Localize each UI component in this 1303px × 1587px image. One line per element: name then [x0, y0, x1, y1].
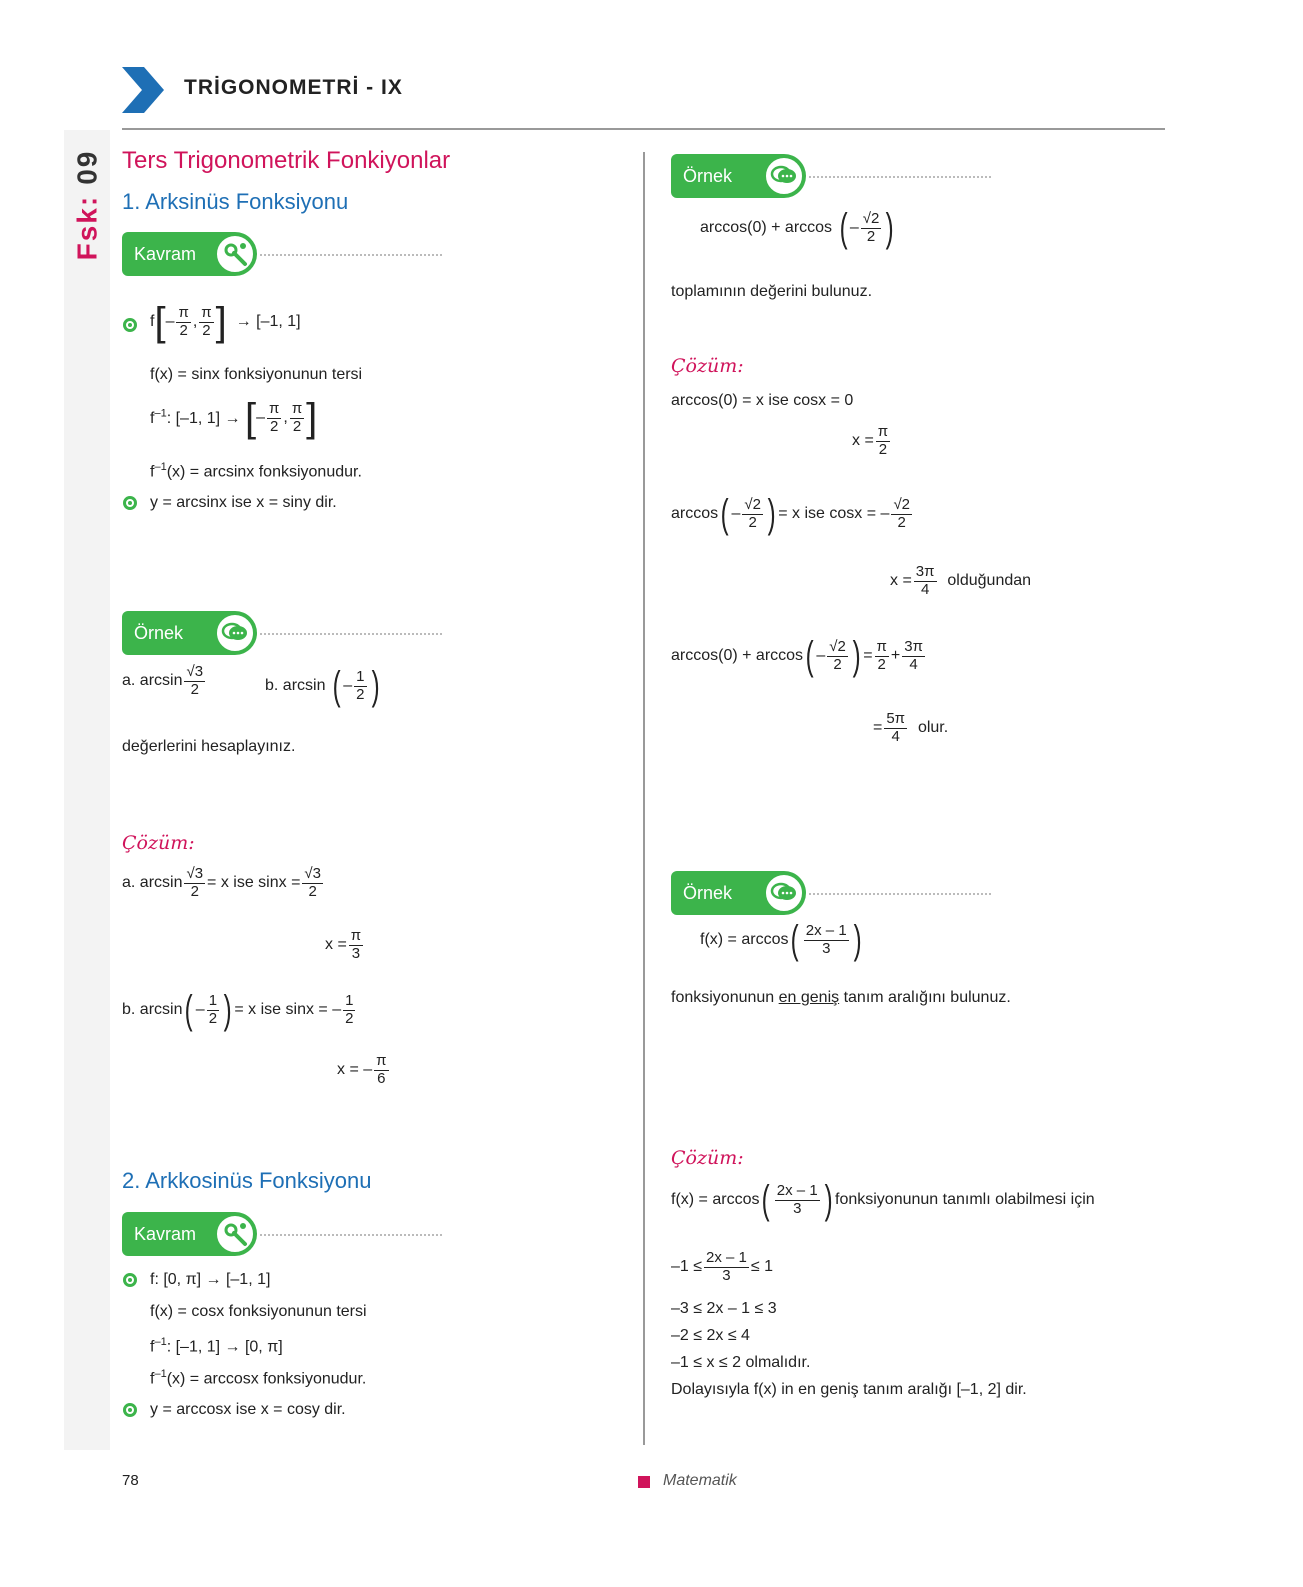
solution3-line-6: Dolayısıyla f(x) in en geniş tanım aralığı [–1, 2] dir. [671, 1381, 1027, 1398]
solution3-line-4: –2 ≤ 2x ≤ 4 [671, 1327, 750, 1344]
kavram-label: Kavram [134, 1223, 197, 1244]
ornek-badge [671, 154, 806, 198]
target-bullet-icon [123, 318, 137, 332]
ornek-label: Örnek [134, 622, 184, 643]
subject-label: Matematik [663, 1472, 737, 1489]
dotted-line [260, 1234, 442, 1236]
solution2-line-6: = $\frac{5\pi}{4}$ olur. [873, 710, 949, 745]
solution3-line-5: –1 ≤ x ≤ 2 olmalıdır. [671, 1354, 811, 1371]
solution2-line-5: arccos(0) + arccos( – $\frac{√2}{2}$ ) = $\frac{\pi}{2}$ + $\frac{3\pi}{4}$ [671, 634, 923, 678]
dotted-line [260, 633, 442, 635]
arccos-line-5: y = arccosx ise x = cosy dir. [150, 1401, 346, 1418]
example2-question: toplamının değerini bulunuz. [671, 283, 873, 300]
subsection-title-arcsin: 1. Arksinüs Fonksiyonu [122, 189, 349, 214]
solution3-line-1: f(x) = arccos( $\frac{2x - 1}{3}$ ) fonksiyonunun tanımlı olabilmesi için [671, 1178, 1095, 1222]
solution-label: Çözüm: [671, 355, 744, 377]
dotted-line [260, 254, 442, 256]
ornek-badge [122, 611, 257, 655]
example1-part-a: a. arcsin $\frac{√3}{2}$ [122, 663, 204, 698]
ornek-label: Örnek [683, 882, 733, 903]
ornek-badge [671, 871, 806, 915]
example3-question: fonksiyonunun en geniş tanım aralığını bulunuz. [671, 989, 1011, 1006]
target-bullet-icon [123, 1403, 137, 1417]
dotted-line [809, 893, 991, 895]
dotted-line [809, 176, 991, 178]
chevron-arrow-icon [122, 67, 164, 118]
solution-label: Çözüm: [671, 1147, 744, 1169]
arccos-line-1: f: [0, π] → [–1, 1] [150, 1271, 271, 1288]
arccos-line-4: $f^{-1}(x) = \arccos x$ fonksiyonudur. [150, 1368, 367, 1388]
arcsin-inverse-domain-line: $f^{-1}$: [–1, 1] → [– $\frac{\pi}{2}$ , $\frac{\pi}{2}$ ] [150, 396, 318, 440]
solution2-line-2: x = $\frac{\pi}{2}$ [852, 423, 889, 458]
arcsin-line-5: y = arcsinx ise x = siny dir. [150, 494, 337, 511]
page-title: TRİGONOMETRİ - IX [184, 76, 403, 99]
solution1-line-a-result: x = $\frac{\pi}{3}$ [325, 927, 362, 962]
side-label [64, 150, 110, 260]
kavram-badge [122, 1212, 257, 1256]
speech-bubbles-icon [764, 156, 804, 196]
solution1-line-b: b. arcsin( – $\frac{1}{2}$ ) = x ise sinx = – $\frac{1}{2}$ [122, 988, 354, 1032]
solution3-line-2: –1 ≤ $\frac{2x - 1}{3}$ ≤ 1 [671, 1249, 774, 1284]
section-title: Ters Trigonometrik Fonkiyonlar [122, 147, 451, 174]
solution2-line-1: arccos(0) = x ise cosx = 0 [671, 392, 854, 409]
target-bullet-icon [123, 496, 137, 510]
example2-expression: arccos(0) + arccos ( – $\frac{√2}{2}$ ) [700, 206, 894, 250]
ornek-label: Örnek [683, 165, 733, 186]
arccos-line-3: $f^{-1}$: [–1, 1] → [0, π] [150, 1336, 283, 1356]
arcsin-line-4: $f^{-1}(x) = \arcsin x$ fonksiyonudur. [150, 461, 362, 481]
solution2-line-3: arccos( – $\frac{√2}{2}$ ) = x ise cosx = – $\frac{√2}{2}$ [671, 492, 911, 536]
solution3-line-3: –3 ≤ 2x – 1 ≤ 3 [671, 1300, 777, 1317]
gear-wrench-icon [215, 1214, 255, 1254]
fasikul-label: Fsk: [71, 194, 103, 261]
gear-wrench-icon [215, 234, 255, 274]
example3-expression: f(x) = arccos( $\frac{2x - 1}{3}$ ) [700, 918, 862, 962]
example1-part-b: b. arcsin ( – $\frac{1}{2}$ ) [265, 664, 380, 708]
subsection-title-arccos: 2. Arkkosinüs Fonksiyonu [122, 1168, 372, 1193]
arccos-line-2: f(x) = cosx fonksiyonunun tersi [150, 1303, 367, 1320]
page-number: 78 [122, 1472, 139, 1489]
fasikul-number: 09 [71, 149, 103, 185]
kavram-label: Kavram [134, 243, 197, 264]
solution-label: Çözüm: [122, 832, 195, 854]
kavram-badge [122, 232, 257, 276]
column-divider [643, 152, 645, 1445]
solution1-line-b-result: x = – $\frac{\pi}{6}$ [337, 1052, 387, 1087]
side-strip [64, 130, 110, 1450]
header-divider [122, 128, 1165, 130]
speech-bubbles-icon [215, 613, 255, 653]
solution2-line-4: x = $\frac{3\pi}{4}$ olduğundan [890, 563, 1032, 598]
example1-question: değerlerini hesaplayınız. [122, 738, 296, 755]
arcsin-line-2: f(x) = sinx fonksiyonunun tersi [150, 366, 363, 383]
arcsin-domain-line: f[– $\frac{\pi}{2}$ , $\frac{\pi}{2}$ ] → [–1, 1] [150, 300, 301, 344]
solution1-line-a: a. arcsin $\frac{√3}{2}$ = x ise sinx = $\frac{√3}{2}$ [122, 865, 321, 900]
footer-square-icon [638, 1476, 650, 1488]
speech-bubbles-icon [764, 873, 804, 913]
target-bullet-icon [123, 1273, 137, 1287]
